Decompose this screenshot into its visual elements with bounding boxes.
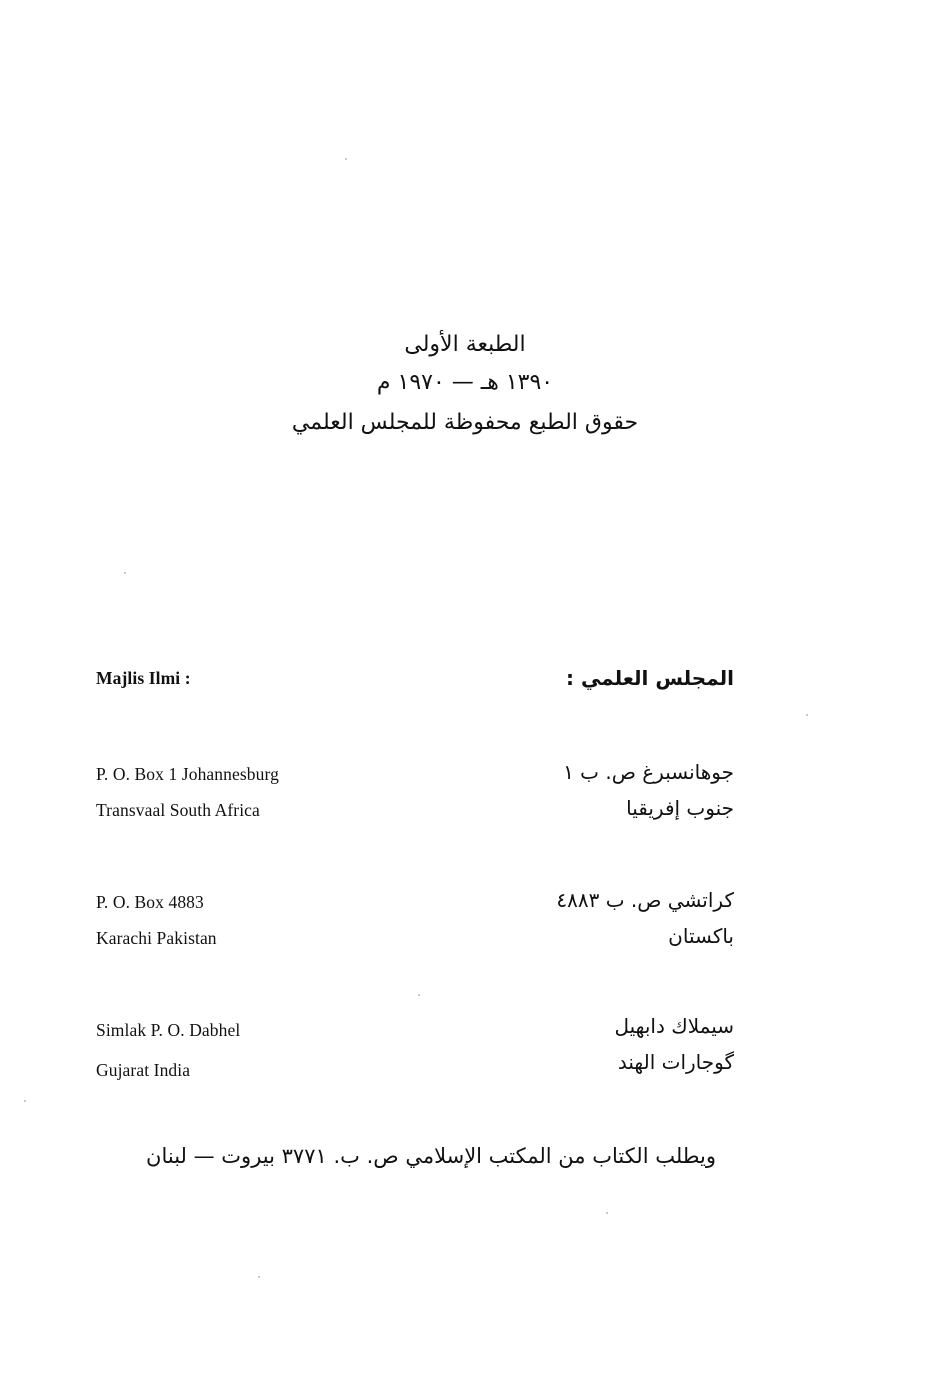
address-karachi-en-line1: P. O. Box 4883 <box>96 892 204 912</box>
address-johannesburg-en-line2: Transvaal South Africa <box>96 800 260 820</box>
scan-speck <box>345 158 347 160</box>
address-gujarat-en-line2: Gujarat India <box>96 1060 191 1080</box>
edition-line: الطبعة الأولى <box>404 332 526 357</box>
scan-speck <box>124 572 126 574</box>
address-johannesburg-ar-line1: جوهانسبرغ ص. ب ١ <box>563 760 734 784</box>
scan-speck <box>806 714 808 716</box>
address-johannesburg-en-line1: P. O. Box 1 Johannesburg <box>96 764 279 784</box>
publisher-label-ar: المجلس العلمي : <box>565 666 734 690</box>
address-gujarat-ar-line2: گوجارات الهند <box>617 1050 734 1074</box>
address-gujarat-ar-line1: سيملاك دابهيل <box>614 1014 734 1038</box>
address-karachi-ar-line2: باكستان <box>668 924 734 948</box>
scan-speck <box>24 1100 26 1102</box>
distributor-note: ويطلب الكتاب من المكتب الإسلامي ص. ب. ٣٧٧١ بيروت — لبنان <box>146 1144 716 1168</box>
address-johannesburg-ar-line2: جنوب إفريقيا <box>626 796 734 820</box>
address-gujarat-en-line1: Simlak P. O. Dabhel <box>96 1020 241 1040</box>
address-karachi-en-line2: Karachi Pakistan <box>96 928 217 948</box>
publisher-label-en: Majlis Ilmi : <box>96 668 191 688</box>
scan-speck <box>258 1276 260 1278</box>
address-karachi-ar-line1: كراتشي ص. ب ٤٨٨٣ <box>556 888 734 912</box>
publication-dates: ١٣٩٠ هـ — ١٩٧٠ م <box>376 370 554 395</box>
scan-speck <box>418 994 420 996</box>
scan-speck <box>606 1212 608 1214</box>
copyright-notice: حقوق الطبع محفوظة للمجلس العلمي <box>291 410 639 435</box>
